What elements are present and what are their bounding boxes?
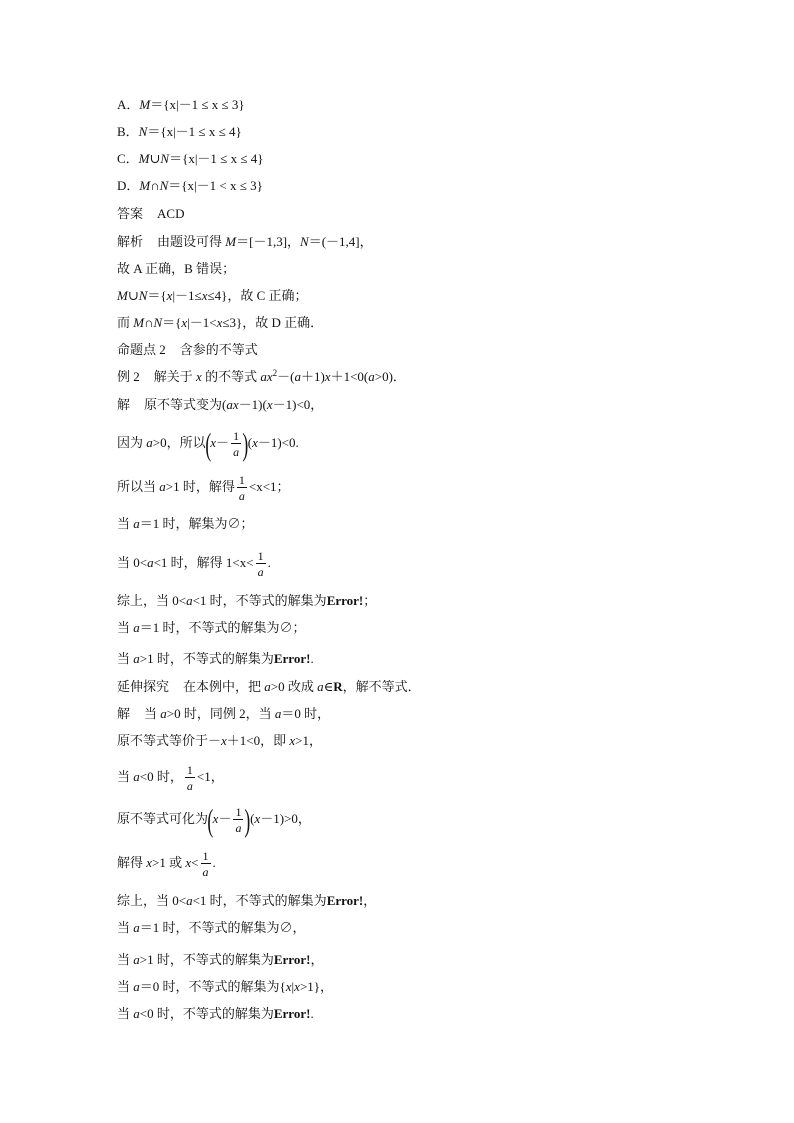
solution-line-3: 所以当 a>1 时，解得 $\frac{1}{a}$ <x<1； [117, 473, 290, 504]
solution-line-2: 因为 a>0，所以(x－ $\frac{1}{a}$ )(x－1)<0. [117, 426, 299, 463]
analysis-line-2: 故 A 正确，B 错误； [117, 261, 236, 276]
example-2-question: 例 2 解关于 x 的不等式 $ax^2-(a+1)x+1<0(a>0)$． [117, 368, 406, 384]
ext-solution-line-5: 解得 x>1 或 x< $\frac{1}{a}$ . [117, 849, 216, 880]
ext-summary-line-1: 综上，当 0<a<1 时，不等式的解集为Error!， [117, 893, 377, 908]
solution-line-5: 当 0<a<1 时，解得 1<x< $\frac{1}{a}$ . [117, 549, 271, 580]
fraction-1-over-a: $\frac{1}{a}$ [238, 473, 245, 504]
ext-solution-line-2: 原不等式等价于－x＋1<0，即 x>1， [117, 733, 323, 748]
option-b: B．N＝{x|－1 ≤ x ≤ 4} [117, 124, 242, 139]
analysis-line-1: 解析 由题设可得 M＝[－1,3]，N＝(－1,4]， [117, 234, 373, 249]
ext-summary-line-5: 当 a<0 时，不等式的解集为Error!. [117, 1006, 314, 1021]
option-a: A．M＝{x|－1 ≤ x ≤ 3} [117, 97, 245, 112]
answer-value: ACD [157, 206, 185, 221]
ext-summary-line-3: 当 a>1 时，不等式的解集为Error!， [117, 952, 324, 967]
analysis-line-3: M∪N＝{x|－1≤x≤4}，故 C 正确； [117, 288, 308, 303]
ext-summary-line-4: 当 a＝0 时，不等式的解集为{x|x>1}， [117, 979, 334, 994]
answer-label: 答案 [117, 206, 144, 221]
ext-solution-line-4: 原不等式可化为(x－ $\frac{1}{a}$ )(x－1)>0， [117, 802, 311, 839]
option-d: D．M∩N＝{x|－1 < x ≤ 3} [117, 178, 263, 193]
fraction-1-over-a: $\frac{1}{a}$ [233, 429, 240, 460]
summary-line-3: 当 a>1 时，不等式的解集为Error!. [117, 651, 314, 666]
solution-line-1: 解 原不等式变为(ax－1)(x－1)<0， [117, 397, 324, 412]
fraction-1-over-a: $\frac{1}{a}$ [186, 763, 193, 794]
extension-question: 延伸探究 在本例中，把 a>0 改成 a∈R，解不等式． [117, 679, 421, 694]
summary-line-2: 当 a＝1 时，不等式的解集为∅； [117, 620, 306, 635]
fraction-1-over-a: $\frac{1}{a}$ [202, 849, 209, 880]
ext-summary-line-2: 当 a＝1 时，不等式的解集为∅， [117, 920, 306, 935]
option-c: C．M∪N＝{x|－1 ≤ x ≤ 4} [117, 151, 264, 166]
fraction-1-over-a: $\frac{1}{a}$ [257, 549, 264, 580]
solution-line-4: 当 a＝1 时，解集为∅； [117, 516, 254, 531]
ext-solution-line-3: 当 a<0 时， $\frac{1}{a}$ <1， [117, 763, 224, 794]
answer-line [117, 205, 184, 223]
fraction-1-over-a: $\frac{1}{a}$ [235, 805, 242, 836]
analysis-line-4: 而 M∩N＝{x|－1<x≤3}，故 D 正确． [117, 315, 324, 330]
ext-solution-line-1: 解 当 a>0 时，同例 2，当 a＝0 时， [117, 706, 331, 721]
section-heading: 命题点 2 含参的不等式 [117, 342, 258, 357]
summary-line-1: 综上，当 0<a<1 时，不等式的解集为Error!； [117, 593, 377, 608]
